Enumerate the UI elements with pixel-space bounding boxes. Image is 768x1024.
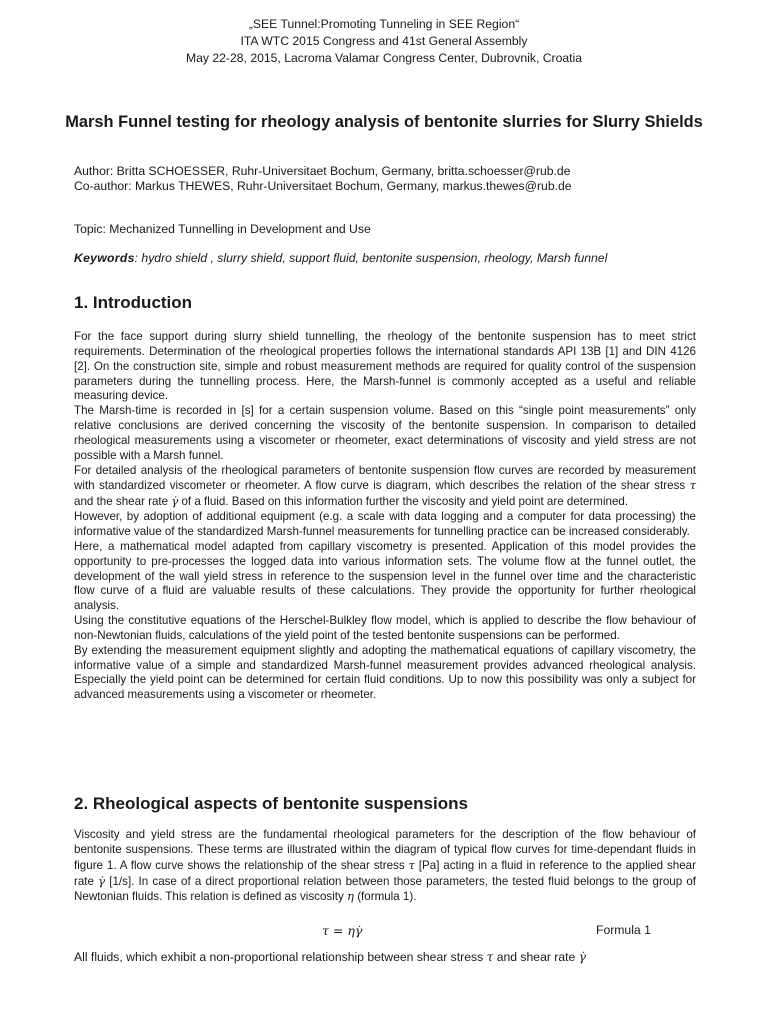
paragraph: Here, a mathematical model adapted from capillary viscometry is presented. Application of this model provides the opportunity to pre-processes the logged data into various information sets. The volume flow at the funnel outlet, the development of the wall yield stress in reference to the suspension level in the funnel over time and the characteristic flow curve of a fluid are valuable results of these calculations. They provide the opportunity for further rheological analysis. (74, 539, 696, 613)
tau-symbol: τ (689, 478, 696, 493)
section-1-heading: 1. Introduction (74, 293, 193, 312)
tau-symbol: τ (408, 857, 415, 872)
section-2-heading: 2. Rheological aspects of bentonite suspensions (74, 794, 468, 813)
paragraph: For detailed analysis of the rheological parameters of bentonite suspension flow curves are recorded by measurement with standardized viscometer or rheometer. A flow curve is diagram, which describes the relation of the shear stress τ and the shear rate γ̇ of a fluid. Based on this information further the viscosity and yield point are determined. (74, 463, 696, 509)
gamma-dot-symbol: γ̇ (171, 494, 179, 509)
truncated-paragraph: All fluids, which exhibit a non-proportional relationship between shear stress τ and shear rate γ̇ (74, 950, 586, 964)
keywords-label: Keywords (74, 251, 135, 265)
author-line: Author: Britta SCHOESSER, Ruhr-Universitaet Bochum, Germany, britta.schoesser@rub.de (74, 164, 571, 178)
section-1-body (74, 330, 696, 703)
paragraph: By extending the measurement equipment slightly and adopting the mathematical equations of capillary viscometry, the informative value of a simple and standardized Marsh-funnel measurement provides advanced rheological analysis. Especially the yield point can be determined for certain fluid conditions. Up to now this possibility was only a subject for advanced measurements using a viscometer or rheometer. (74, 643, 696, 702)
keywords-text: : hydro shield , slurry shield, support fluid, bentonite suspension, rheology, Marsh funnel (134, 251, 608, 265)
paper-title: Marsh Funnel testing for rheology analysis of bentonite slurries for Slurry Shields (65, 113, 703, 131)
formula-1: τ = ηγ̇ (322, 923, 363, 938)
gamma-dot-symbol: γ̇ (98, 873, 106, 888)
formula-1-label: Formula 1 (596, 923, 651, 937)
tau-symbol: τ (486, 950, 494, 964)
paragraph: For the face support during slurry shield tunnelling, the rheology of the bentonite suspension has to meet strict requirements. Determination of the rheological properties follows the international standards API 13B [1] and DIN 4126 [2]. On the construction site, simple and robust measurement methods are required for quality control of the suspension parameters during the tunnelling process. Here, the Marsh-funnel is commonly accepted as a useful and reliable measuring device. (74, 330, 696, 403)
topic-line: Topic: Mechanized Tunnelling in Development and Use (74, 222, 371, 236)
gamma-dot-symbol: γ̇ (578, 950, 586, 964)
conference-name: ITA WTC 2015 Congress and 41st General Assembly (240, 34, 528, 48)
paragraph: The Marsh-time is recorded in [s] for a certain suspension volume. Based on this “single point measurements” only relative conclusions are derived concerning the viscosity of the bentonite suspension. In comparison to detailed rheological measurements using a viscometer or rheometer, exact determinations of viscosity and yield stress are not possible with a Marsh funnel. (74, 404, 696, 462)
keywords-line (74, 251, 607, 266)
paragraph: However, by adoption of additional equipment (e.g. a scale with data logging and a computer for data processing) the informative value of the standardized Marsh-funnel measurements for tunnelling practice can be increased considerably. (74, 510, 696, 538)
paragraph: Viscosity and yield stress are the fundamental rheological parameters for the description of the flow behaviour of bentonite suspensions. These terms are illustrated within the diagram of typical flow curves for time-dependant fluids in figure 1. A flow curve shows the relationship of the shear stress τ [Pa] acting in a fluid in reference to the applied shear rate γ̇ [1/s]. In case of a direct proportional relation between those parameters, the tested fluid belongs to the group of Newtonian fluids. This relation is defined as viscosity η (formula 1). (74, 828, 697, 904)
paragraph: Using the constitutive equations of the Herschel-Bulkley flow model, which is applied to describe the flow behaviour of non-Newtonian fluids, calculations of the yield point of the tested bentonite suspensions can be performed. (74, 614, 696, 642)
section-2-body (74, 828, 696, 905)
eta-symbol: η (347, 889, 354, 904)
conference-date-venue: May 22-28, 2015, Lacroma Valamar Congress Center, Dubrovnik, Croatia (185, 51, 583, 65)
coauthor-line: Co-author: Markus THEWES, Ruhr-Universitaet Bochum, Germany, markus.thewes@rub.de (74, 179, 572, 193)
conference-subtitle: „SEE Tunnel:Promoting Tunneling in SEE Region“ (248, 17, 520, 31)
